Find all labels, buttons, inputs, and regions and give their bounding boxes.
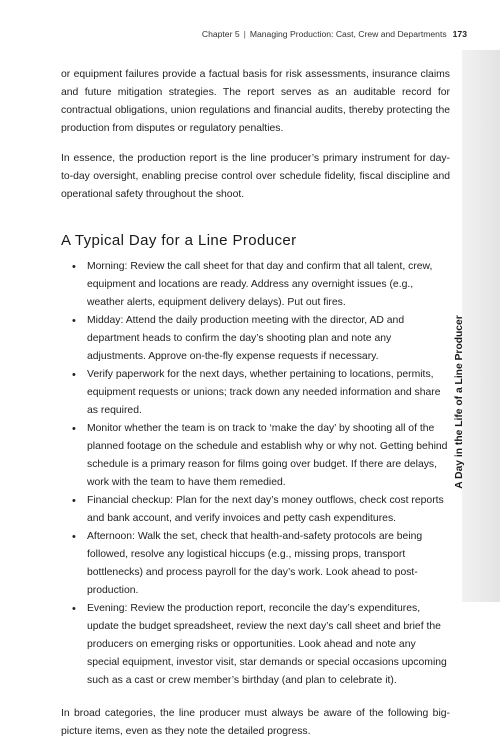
bullet-icon: •: [72, 315, 76, 327]
running-head: [202, 29, 467, 39]
list-item: [72, 420, 450, 492]
list-item-text: Morning: Review the call sheet for that day and confirm that all talent, crew, equipment and locations are ready. Address any overnight issues (e.g., weather alerts, equipment delivery delays). Put out fires.: [87, 261, 433, 308]
bullet-icon: •: [72, 603, 76, 615]
list-item: [72, 600, 450, 690]
bullet-icon: •: [72, 423, 76, 435]
section-heading: A Typical Day for a Line Producer: [61, 232, 297, 249]
list-item: [72, 258, 450, 312]
running-head-title: Managing Production: Cast, Crew and Departments: [249, 29, 447, 39]
closing-paragraph: In broad categories, the line producer must always be aware of the following big-picture items, even as they note the detailed progress.: [61, 708, 450, 737]
list-item: [72, 492, 450, 528]
running-head-separator: |: [243, 29, 246, 39]
bullet-list: [61, 258, 450, 690]
page-number: 173: [452, 29, 467, 39]
body-content: [61, 66, 450, 741]
bullet-icon: •: [72, 495, 76, 507]
list-item-text: Afternoon: Walk the set, check that health-and-safety protocols are being followed, resolve any logistical hiccups (e.g., missing props, transport bottlenecks) and process payroll for the day’s work. Look ahead to post-production.: [87, 531, 423, 596]
list-item-text: Evening: Review the production report, reconcile the day’s expenditures, update the budget spreadsheet, review the next day’s call sheet and brief the producers on emerging risks or opportunities. Look ahead and note any special equipment, investor visit, star demands or special occasions upcoming such as a cast or crew member’s birthday (and plan to celebrate it).: [87, 603, 447, 686]
running-head-chapter: Chapter 5: [201, 29, 240, 39]
list-item-text: Monitor whether the team is on track to ‘make the day’ by shooting all of the planned footage on the schedule and establish why or why not. Getting behind schedule is a primary reason for films going over budget. If there are delays, work with the team to have them remedied.: [87, 423, 448, 488]
bullet-icon: •: [72, 369, 76, 381]
body-paragraph: or equipment failures provide a factual basis for risk assessments, insurance claims and future mitigation strategies. The report serves as an auditable record for contractual obligations, union regulations and financial audits, thereby protecting the production from disputes or regulatory penalties.: [61, 69, 450, 134]
list-item: [72, 366, 450, 420]
list-item-text: Midday: Attend the daily production meeting with the director, AD and department heads to confirm the day’s shooting plan and note any adjustments. Approve on-the-fly expense requests if necessary.: [87, 315, 405, 362]
list-item: [72, 528, 450, 600]
bullet-icon: •: [72, 261, 76, 273]
list-item: [72, 312, 450, 366]
list-item-text: Verify paperwork for the next days, whether pertaining to locations, permits, equipment requests or unions; track down any needed information and share as required.: [87, 369, 441, 416]
list-item-text: Financial checkup: Plan for the next day’s money outflows, check cost reports and bank account, and verify invoices and petty cash expenditures.: [87, 495, 444, 524]
bullet-icon: •: [72, 531, 76, 543]
body-paragraph: In essence, the production report is the line producer’s primary instrument for day-to-day oversight, enabling precise control over schedule fidelity, fiscal discipline and operational safety throughout the shoot.: [61, 153, 450, 200]
side-tab-label: A Day in the Life of a Line Producer: [454, 315, 465, 489]
